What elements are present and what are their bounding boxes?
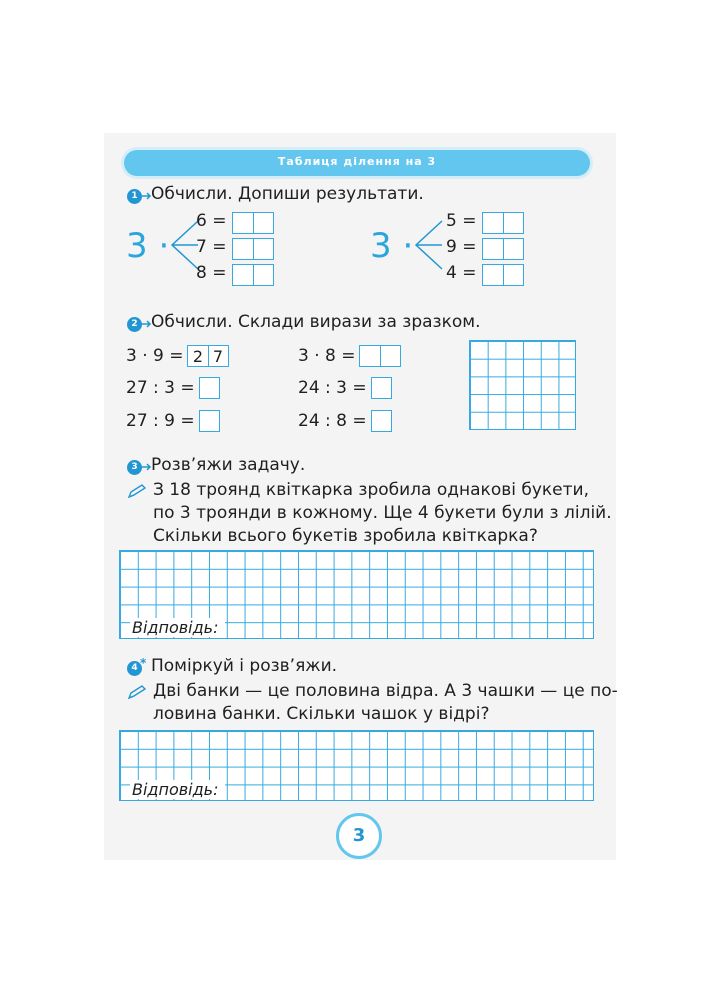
task4-star-mark: * [140,656,147,670]
task1-right-factor: 3 · [370,226,414,266]
task2-right-answer-3[interactable] [371,410,392,432]
task1-instruction: Обчисли. Допиши результати. [151,184,424,204]
page-number: 3 [336,813,382,859]
task3-problem-line-2: по 3 троянди в кожному. Ще 4 букети були з лілій. [153,503,612,523]
pencil-icon [127,483,147,499]
task4-answer-label: Відповідь: [130,780,225,799]
task2-left-expr-3: 27 : 9 = [126,411,195,431]
task2-instruction: Обчисли. Склади вирази за зразком. [151,312,481,332]
task1-right-answer-1[interactable] [482,212,524,234]
task2-right-expr-1: 3 · 8 = [298,346,356,366]
task2-left-expr-1: 3 · 9 = [126,346,184,366]
task3-answer-label: Відповідь: [130,618,225,637]
task4-instruction: Поміркуй і розв’яжи. [151,656,338,676]
task2-right-answer-2[interactable] [371,377,392,399]
task4-number-badge: 4 [127,661,142,676]
task1-right-answer-3[interactable] [482,264,524,286]
task2-sample-digit-1: 2 [192,347,204,366]
task1-right-answer-2[interactable] [482,238,524,260]
task1-left-factor: 3 · [126,226,170,266]
task1-number-badge: 1 [127,189,142,204]
section-banner [124,150,590,176]
task1-left-answer-3[interactable] [232,264,274,286]
task2-left-expr-2: 27 : 3 = [126,378,195,398]
task4-problem-line-1: Дві банки — це половина відра. А 3 чашки — це по- [153,681,618,701]
task3-instruction: Розв’яжи задачу. [151,455,306,475]
banner-title: Таблиця ділення на 3 [277,155,437,168]
task2-right-expr-3: 24 : 8 = [298,411,367,431]
task1-left-row-1: 6 = [196,211,227,231]
task1-right-branch-lines [414,214,444,276]
task2-right-answer-1[interactable] [359,345,401,367]
task2-left-answer-2[interactable] [199,377,220,399]
task2-sample-digit-2: 7 [212,347,224,366]
task2-work-grid[interactable] [469,340,576,430]
task1-left-row-2: 7 = [196,237,227,257]
task1-right-row-2: 9 = [446,237,477,257]
task2-left-answer-3[interactable] [199,410,220,432]
task4-problem-line-2: ловина банки. Скільки чашок у відрі? [153,704,490,724]
task1-left-row-3: 8 = [196,263,227,283]
task3-problem-line-3: Скільки всього букетів зробила квіткарка? [153,526,538,546]
task1-right-row-1: 5 = [446,211,477,231]
task1-left-answer-1[interactable] [232,212,274,234]
task2-number-badge: 2 [127,317,142,332]
task1-left-answer-2[interactable] [232,238,274,260]
task2-sample-answer-box [187,345,229,367]
task1-right-row-3: 4 = [446,263,477,283]
task2-right-expr-2: 24 : 3 = [298,378,367,398]
task3-problem-line-1: З 18 троянд квіткарка зробила однакові букети, [153,480,589,500]
task3-number-badge: 3 [127,460,142,475]
pencil-icon [127,684,147,700]
